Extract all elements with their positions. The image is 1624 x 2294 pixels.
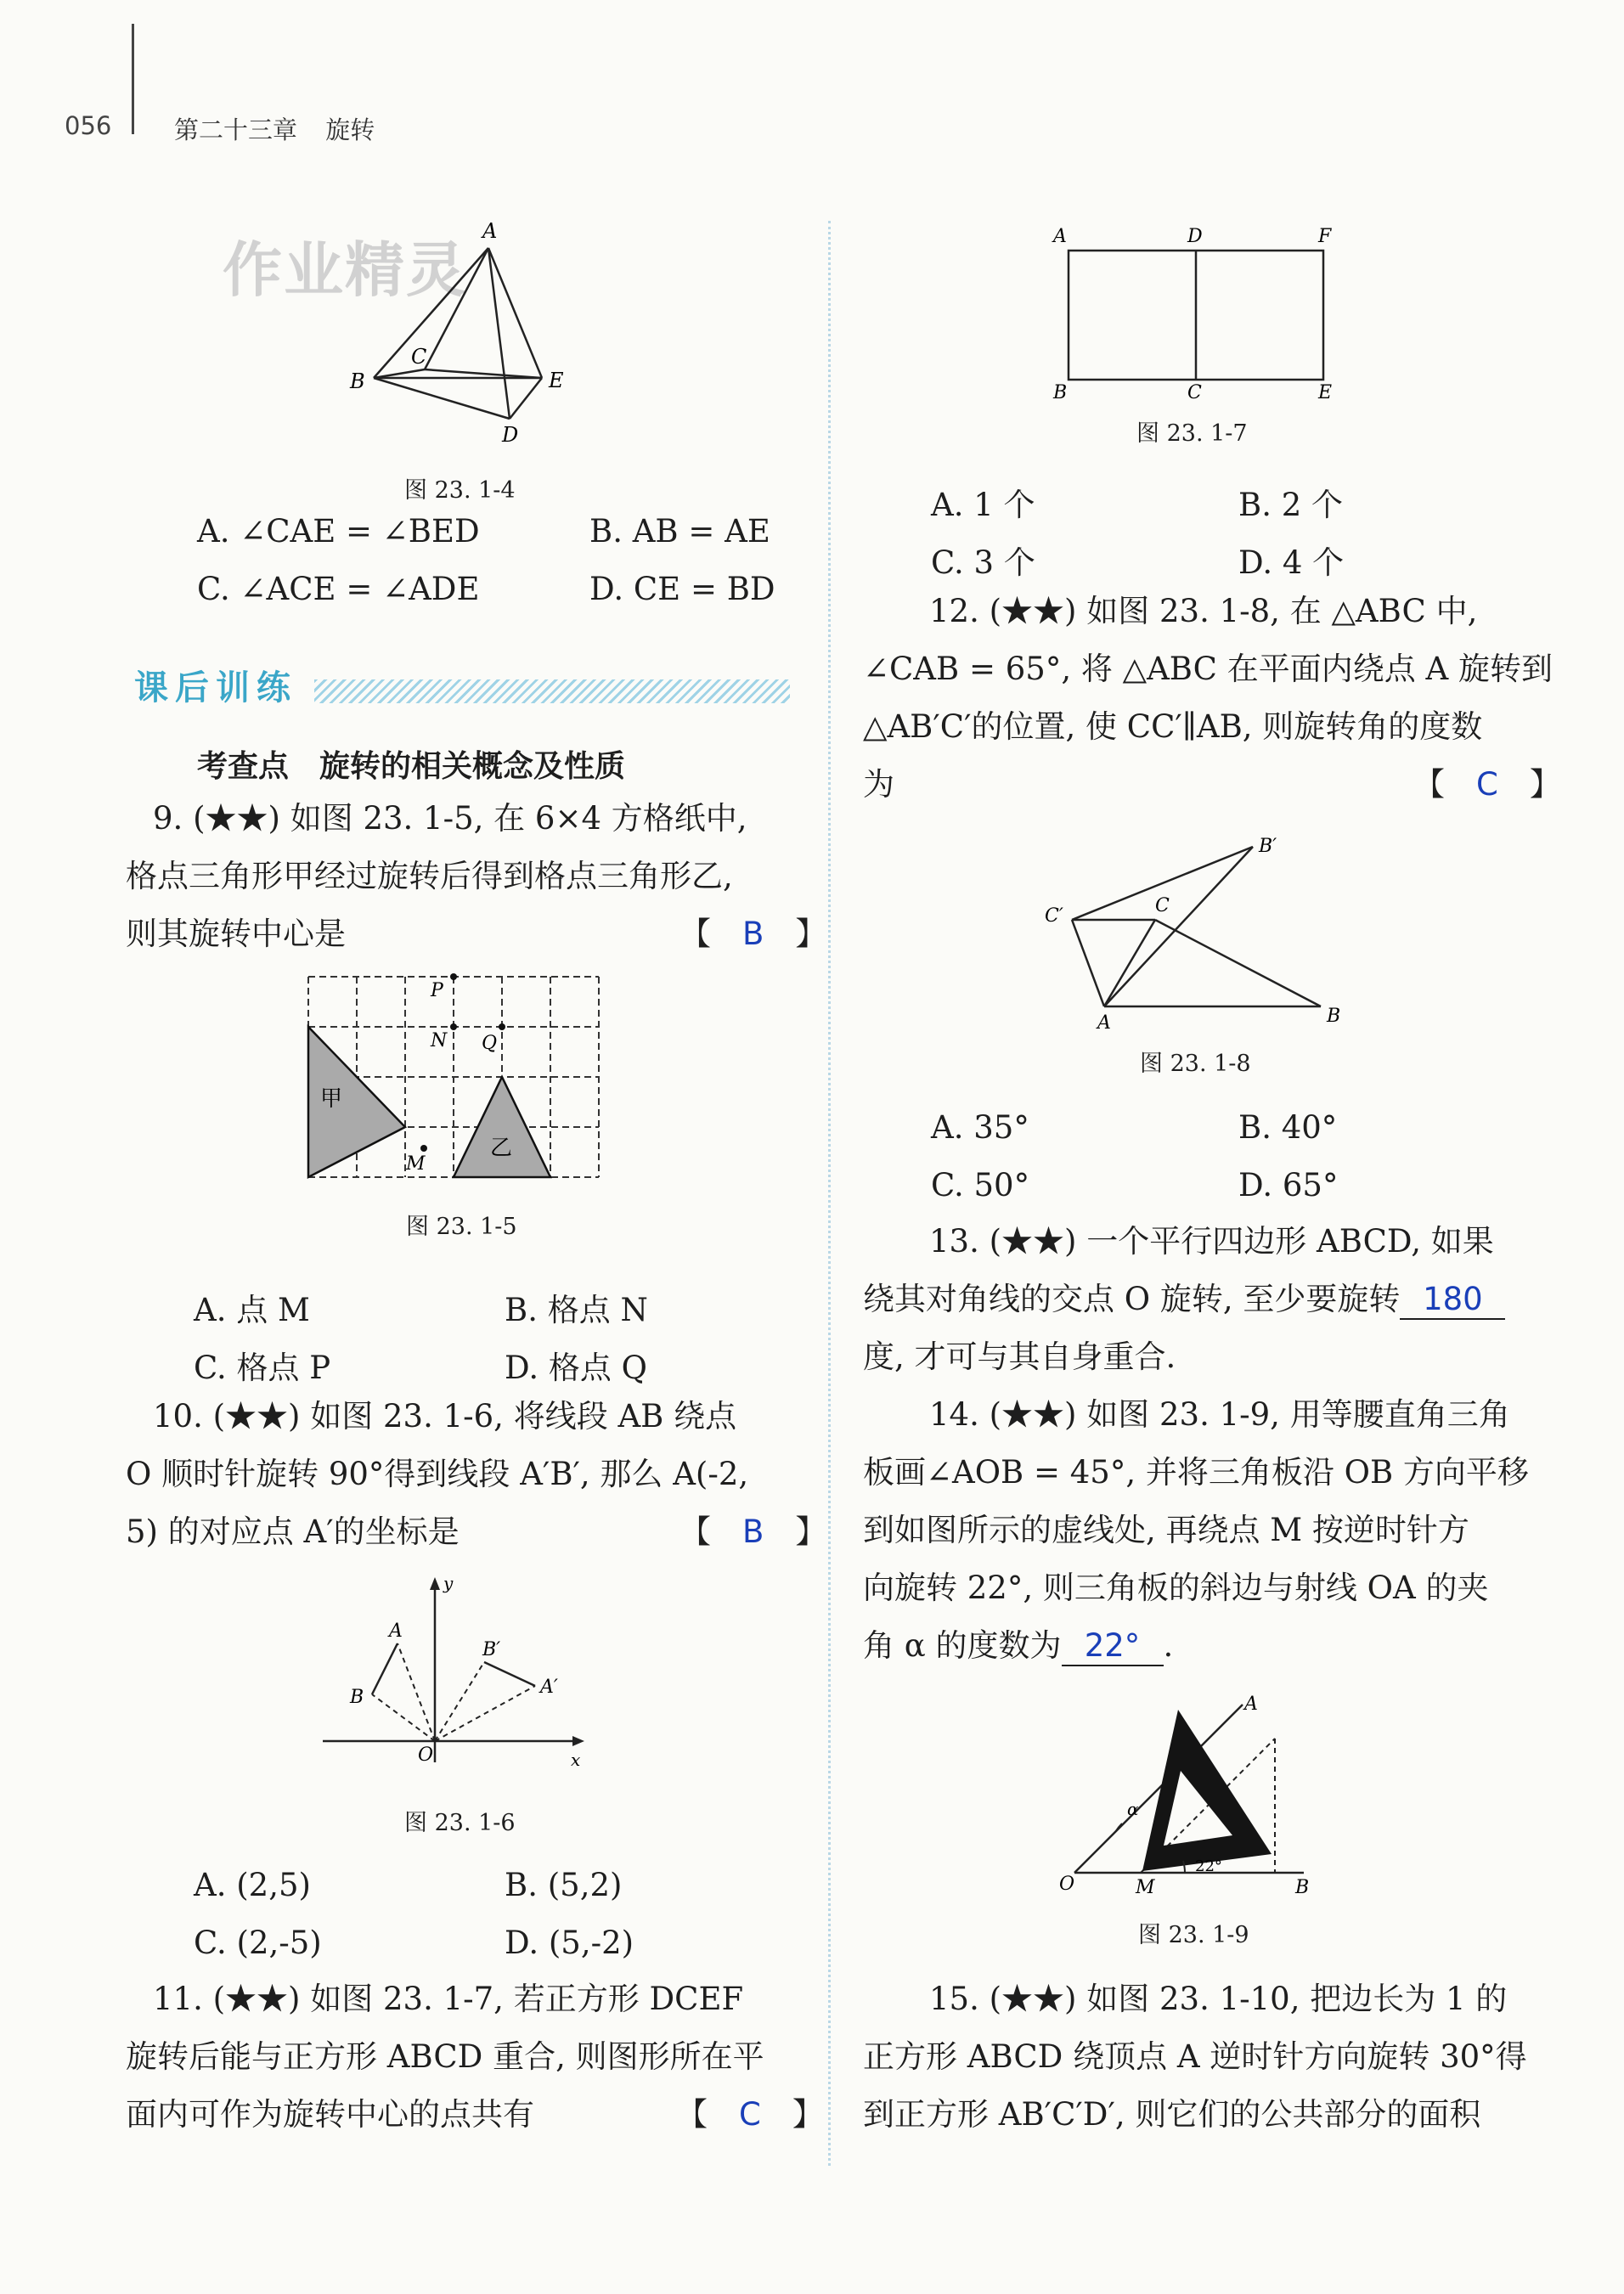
dash-oa2 — [435, 1686, 535, 1741]
segment-a2b2 — [484, 1662, 535, 1686]
q15-line-3: 到正方形 AB′C′D′, 则它们的公共部分的面积 — [863, 2096, 1481, 2133]
caption-23-1-8: 图 23. 1-8 — [1140, 1051, 1251, 1077]
q8-option-b: B. AB = AE — [589, 513, 770, 550]
figure-23-1-7 — [1045, 217, 1351, 403]
q12-line-2: ∠CAB = 65°, 将 △ABC 在平面内绕点 A 旋转到 — [863, 651, 1553, 687]
point-label-b: B — [350, 369, 365, 393]
q9-option-b: B. 格点 N — [505, 1292, 648, 1328]
q11-answer-bracket: 【 C 】 — [676, 2096, 824, 2133]
line-bd — [374, 378, 510, 419]
line-ac — [1104, 920, 1155, 1006]
watermark: 作业精灵 — [223, 235, 467, 305]
q14-answer-blank: 22° — [1062, 1627, 1164, 1666]
label-a: A — [1244, 1694, 1258, 1715]
point-label-c: C — [411, 345, 427, 369]
label-jia: 甲 — [320, 1086, 343, 1112]
section-title: 课后训练 — [134, 668, 297, 707]
q10-option-c: C. (2,-5) — [194, 1925, 322, 1961]
point-n — [450, 1023, 457, 1030]
q11-option-a: A. 1 个 — [931, 487, 1035, 523]
label-m: M — [1136, 1877, 1155, 1898]
q10-answer: B — [742, 1513, 764, 1550]
q12-line-4: 为 — [863, 766, 894, 803]
label-yi: 乙 — [490, 1136, 513, 1161]
section-subtitle: 考查点 旋转的相关概念及性质 — [197, 749, 626, 784]
label-c: C — [1155, 895, 1170, 916]
q9-answer-bracket: 【 B 】 — [679, 916, 827, 952]
q9-option-a: A. 点 M — [194, 1292, 310, 1328]
q14-line-4: 向旋转 22°, 则三角板的斜边与射线 OA 的夹 — [863, 1570, 1489, 1606]
q14-line-5-end: . — [1163, 1627, 1174, 1664]
label-p: P — [431, 980, 443, 1001]
label-y: y — [443, 1573, 454, 1593]
point-p — [450, 973, 457, 980]
q9-option-d: D. 格点 Q — [505, 1350, 647, 1386]
q12-answer-bracket: 【 C 】 — [1413, 766, 1561, 803]
q11-answer: C — [739, 2096, 761, 2133]
label-x: x — [571, 1750, 581, 1770]
q10-line-2: O 顺时针旋转 90°得到线段 A′B′, 那么 A(-2, — [126, 1456, 749, 1492]
q13-line-1: 13. (★★) 一个平行四边形 ABCD, 如果 — [929, 1223, 1494, 1260]
q9-answer: B — [742, 916, 764, 952]
chapter-title: 旋转 — [325, 116, 375, 144]
chapter-label — [174, 111, 375, 146]
q11-line-2: 旋转后能与正方形 ABCD 重合, 则图形所在平 — [126, 2038, 764, 2075]
q13-line-2-text: 绕其对角线的交点 O 旋转, 至少要旋转 — [863, 1281, 1401, 1317]
caption-23-1-7: 图 23. 1-7 — [1136, 420, 1248, 447]
label-a: A — [389, 1620, 403, 1642]
label-q: Q — [482, 1033, 498, 1054]
label-b: B — [1053, 382, 1068, 403]
figure-23-1-9 — [1040, 1686, 1363, 1907]
q10-line-1: 10. (★★) 如图 23. 1-6, 将线段 AB 绕点 — [153, 1398, 737, 1434]
point-q — [499, 1023, 505, 1030]
q14-line-3: 到如图所示的虚线处, 再绕点 M 按逆时针方 — [863, 1512, 1469, 1548]
label-b: B — [1327, 1006, 1341, 1027]
q13-line-3: 度, 才可与其自身重合. — [863, 1339, 1176, 1375]
label-e: E — [1318, 382, 1333, 403]
q10-option-b: B. (5,2) — [505, 1867, 623, 1903]
q14-line-5 — [863, 1617, 1173, 1675]
angle-alpha-arc — [1115, 1823, 1122, 1832]
q12-option-c: C. 50° — [931, 1167, 1030, 1203]
q9-line-3: 则其旋转中心是 — [126, 916, 346, 952]
q13-answer-blank: 180 — [1400, 1281, 1505, 1320]
label-d: D — [1187, 226, 1203, 247]
q10-answer-bracket: 【 B 】 — [679, 1513, 827, 1550]
q8-option-a: A. ∠CAE = ∠BED — [197, 513, 480, 550]
point-label-a: A — [482, 219, 498, 243]
label-b-prime: B′ — [1259, 836, 1277, 857]
header-rule — [132, 24, 134, 134]
label-o: O — [1059, 1874, 1075, 1895]
q12-answer: C — [1476, 766, 1498, 803]
q11-option-b: B. 2 个 — [1238, 487, 1344, 523]
line-ce — [425, 369, 542, 378]
x-axis-arrow — [572, 1736, 584, 1746]
q15-line-1: 15. (★★) 如图 23. 1-10, 把边长为 1 的 — [929, 1981, 1508, 2017]
rotated-set-square — [1142, 1710, 1272, 1871]
q12-line-3: △AB′C′的位置, 使 CC′∥AB, 则旋转角的度数 — [863, 708, 1483, 745]
column-divider — [828, 221, 831, 2166]
dash-ob2 — [435, 1662, 484, 1741]
label-n: N — [431, 1030, 448, 1051]
figure-23-1-6 — [314, 1567, 595, 1779]
figure-23-1-4 — [340, 212, 595, 450]
caption-23-1-9: 图 23. 1-9 — [1138, 1922, 1249, 1948]
q14-line-1: 14. (★★) 如图 23. 1-9, 用等腰直角三角 — [929, 1396, 1510, 1433]
q12-line-1: 12. (★★) 如图 23. 1-8, 在 △ABC 中, — [929, 593, 1478, 629]
label-a: A — [1097, 1012, 1111, 1032]
q11-option-c: C. 3 个 — [931, 544, 1035, 581]
label-f: F — [1318, 226, 1332, 247]
label-a: A — [1053, 226, 1067, 247]
line-ab2 — [1104, 847, 1253, 1006]
line-ac2 — [1072, 920, 1104, 1006]
figure-23-1-5 — [302, 968, 616, 1189]
q14-line-5-text: 角 α 的度数为 — [863, 1627, 1062, 1664]
label-alpha: α — [1127, 1799, 1139, 1819]
segment-ab — [372, 1643, 398, 1694]
q14-line-2: 板画∠AOB = 45°, 并将三角板沿 OB 方向平移 — [863, 1454, 1529, 1491]
q10-option-d: D. (5,-2) — [505, 1925, 634, 1961]
q15-line-2: 正方形 ABCD 绕顶点 A 逆时针方向旋转 30°得 — [863, 2038, 1527, 2075]
q11-line-3: 面内可作为旋转中心的点共有 — [126, 2096, 534, 2133]
label-o: O — [418, 1744, 434, 1766]
q9-line-1: 9. (★★) 如图 23. 1-5, 在 6×4 方格纸中, — [153, 800, 747, 837]
caption-23-1-4: 图 23. 1-4 — [404, 477, 516, 504]
caption-23-1-5: 图 23. 1-5 — [406, 1214, 517, 1240]
caption-23-1-6: 图 23. 1-6 — [404, 1810, 516, 1836]
label-m: M — [406, 1153, 426, 1175]
figure-23-1-8 — [1028, 820, 1359, 1032]
dash-ob — [372, 1694, 435, 1741]
label-22-degree: 22° — [1195, 1857, 1222, 1875]
line-de — [510, 378, 542, 419]
point-label-d: D — [502, 423, 519, 447]
label-b-prime: B′ — [482, 1639, 501, 1660]
label-c-prime: C′ — [1045, 905, 1063, 927]
line-cb — [1155, 920, 1321, 1006]
q8-option-c: C. ∠ACE = ∠ADE — [197, 571, 480, 607]
q13-line-2 — [863, 1271, 1505, 1328]
q9-option-c: C. 格点 P — [194, 1350, 331, 1386]
q10-option-a: A. (2,5) — [194, 1867, 311, 1903]
q8-option-d: D. CE = BD — [589, 571, 775, 607]
label-b: B — [350, 1687, 364, 1708]
label-a-prime: A′ — [540, 1677, 558, 1698]
chapter-number: 第二十三章 — [174, 116, 298, 144]
q9-line-2: 格点三角形甲经过旋转后得到格点三角形乙, — [126, 858, 733, 894]
point-m — [420, 1145, 427, 1152]
q12-option-d: D. 65° — [1238, 1167, 1339, 1203]
label-c: C — [1187, 382, 1202, 403]
q11-option-d: D. 4 个 — [1238, 544, 1345, 581]
q11-line-1: 11. (★★) 如图 23. 1-7, 若正方形 DCEF — [153, 1981, 744, 2017]
label-b: B — [1295, 1877, 1310, 1898]
y-axis-arrow — [430, 1577, 440, 1590]
q12-option-b: B. 40° — [1238, 1109, 1338, 1146]
page-number: 056 — [65, 111, 112, 140]
section-title-stripes — [314, 679, 790, 703]
point-label-e: E — [549, 369, 564, 392]
q10-line-3: 5) 的对应点 A′的坐标是 — [126, 1513, 460, 1550]
q12-option-a: A. 35° — [931, 1109, 1029, 1146]
